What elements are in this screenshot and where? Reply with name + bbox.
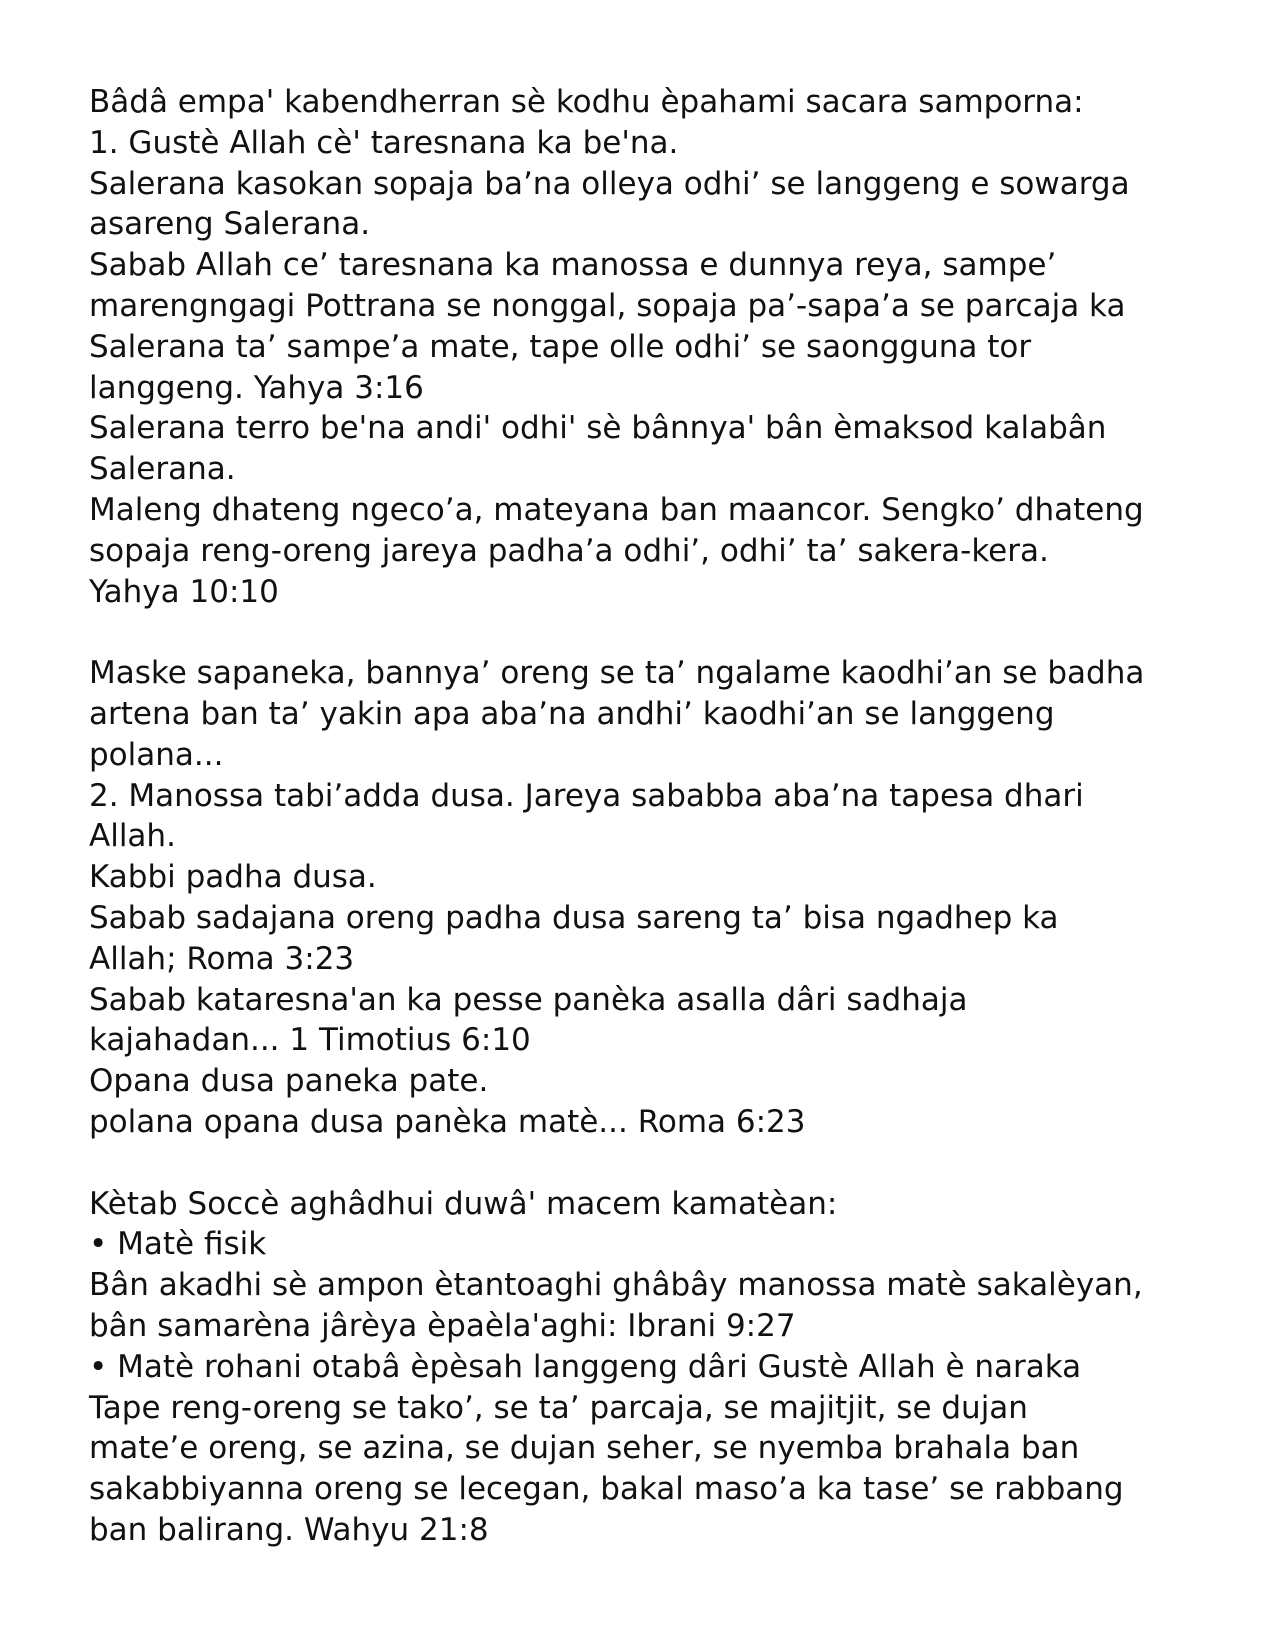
text-line: Tape reng-oreng se tako’, se ta’ parcaja, se majitjit, se dujan	[89, 1389, 1028, 1426]
text-line: Yahya 10:10	[89, 573, 279, 610]
text-line: Sabab sadajana oreng padha dusa sareng ta’ bisa ngadhep ka	[89, 899, 1059, 936]
text-line: bân samarèna jârèya èpaèla'aghi: Ibrani 9:27	[89, 1307, 796, 1344]
text-line: Maske sapaneka, bannya’ oreng se ta’ ngalame kaodhi’an se badha	[89, 655, 1145, 692]
text-line: Sabab Allah ce’ taresnana ka manossa e dunnya reya, sampe’	[89, 247, 1057, 284]
text-line: sopaja reng-oreng jareya padha’a odhi’, odhi’ ta’ sakera-kera.	[89, 532, 1049, 569]
bullet-item: • Matè rohani otabâ èpèsah langgeng dâri Gustè Allah è naraka	[89, 1348, 1082, 1385]
text-line: Bâdâ empa' kabendherran sè kodhu èpahami sacara samporna:	[89, 84, 1084, 120]
text-line: ban balirang. Wahyu 21:8	[89, 1511, 489, 1548]
text-line: sakabbiyanna oreng se lecegan, bakal maso’a ka tase’ se rabbang	[89, 1471, 1124, 1508]
text-line: Salerana.	[89, 451, 236, 488]
text-line: Kabbi padha dusa.	[89, 859, 377, 896]
text-line: Allah.	[89, 818, 176, 855]
text-line: artena ban ta’ yakin apa aba’na andhi’ kaodhi’an se langgeng	[89, 695, 1055, 732]
text-line: polana...	[89, 736, 224, 773]
paragraph-gap	[89, 1143, 1209, 1184]
text-line: kajahadan... 1 Timotius 6:10	[89, 1022, 531, 1059]
text-line: Salerana kasokan sopaja ba’na olleya odhi’ se langgeng e sowarga	[89, 165, 1130, 202]
text-line: Salerana terro be'na andi' odhi' sè bânnya' bân èmaksod kalabân	[89, 410, 1107, 447]
text-line: Kètab Soccè aghâdhui duwâ' macem kamatèan:	[89, 1185, 838, 1222]
text-line: polana opana dusa panèka matè... Roma 6:23	[89, 1103, 806, 1140]
text-line: mate’e oreng, se azina, se dujan seher, se nyemba brahala ban	[89, 1430, 1080, 1467]
text-line: Allah; Roma 3:23	[89, 940, 355, 977]
bullet-item: • Matè fisik	[89, 1226, 267, 1263]
text-line: asareng Salerana.	[89, 206, 371, 243]
text-line: Opana dusa paneka pate.	[89, 1063, 489, 1100]
paragraph-gap	[89, 612, 1209, 653]
text-line: 1. Gustè Allah cè' taresnana ka be'na.	[89, 124, 679, 161]
text-line: Salerana ta’ sampe’a mate, tape olle odhi’ se saongguna tor	[89, 328, 1032, 365]
document-body	[89, 82, 1209, 1551]
text-line: Bân akadhi sè ampon ètantoaghi ghâbây manossa matè sakalèyan,	[89, 1267, 1143, 1304]
text-line: marengngagi Pottrana se nonggal, sopaja pa’-sapa’a se parcaja ka	[89, 287, 1126, 324]
text-line: langgeng. Yahya 3:16	[89, 369, 424, 406]
text-line: 2. Manossa tabi’adda dusa. Jareya sababba aba’na tapesa dhari	[89, 777, 1084, 814]
text-line: Sabab kataresna'an ka pesse panèka asalla dâri sadhaja	[89, 981, 968, 1018]
text-line: Maleng dhateng ngeco’a, mateyana ban maancor. Sengko’ dhateng	[89, 491, 1144, 528]
